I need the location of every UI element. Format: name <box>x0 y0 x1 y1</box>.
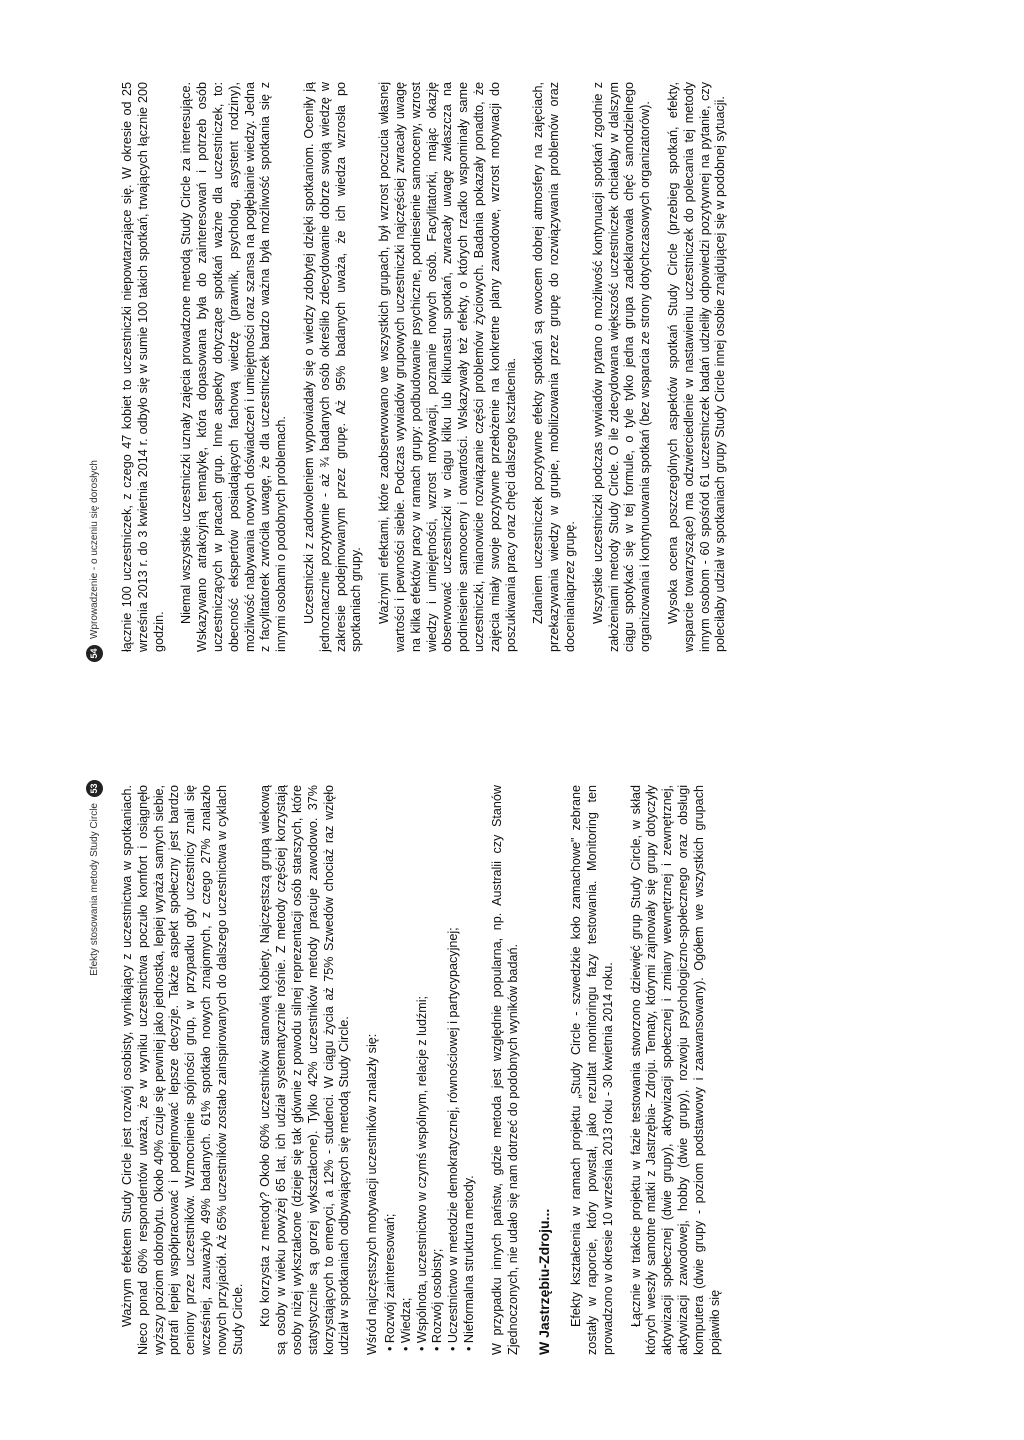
list-item: • Nieformalna struktura metody. <box>462 785 478 1355</box>
left-page <box>0 720 1024 1440</box>
section-heading: W Jastrzębiu-Zdroju... <box>536 1208 553 1355</box>
paragraph: Niemal wszystkie uczestniczki uznały zajęcia prowadzone metodą Study Circle za interesujące. Wskazywano atrakcyjną tematykę, która dopasowana była do zainteresowań i potrzeb osób uczestniczących w pracach grup. Inne aspekty dotyczące spotkań ważne dla uczestniczek, to: obecność ekspertów posiadających fachową wiedzę (prawnik, psycholog, asystent rodziny), możliwość nabywania nowych doświadczeń i umiejętności oraz szansa na pogłębianie wiedzy. Jedna z facylitatorek zwróciła uwagę, że dla uczestniczek bardzo ważna była możliwość spotkania się z innymi osobami o podobnych problemach. <box>179 82 289 652</box>
paragraph: Ważnym efektem Study Circle jest rozwój osobisty, wynikający z uczestnictwa w spotkaniach. Nieco ponad 60% respondentów uważa, że w wyniku uczestnictwa poczuło komfort i osiągnęło wyższy poziom dobrobytu. Około 40% czuje się pewniej jako jednostka, lepiej wyraża samych siebie, potrafi lepiej współpracować i podejmować lepsze decyzje. Także aspekt społeczny jest bardzo ceniony przez uczestników. Wzmocnienie spójności grup, w przypadku gdy uczestnicy znali się wcześniej, zauważyło 49% badanych. 61% spotkało nowych znajomych, z czego 27% znalazło nowych przyjaciół. Aż 65% uczestników zostało zainspirowanych do dalszego uczestnictwa w cyklach Study Circle. <box>120 785 245 1355</box>
paragraph: Ważnymi efektami, które zaobserwowano we wszystkich grupach, był wzrost poczucia własnej wartości i pewności siebie. Podczas wywiadów grupowych uczestniczki najczęściej zwracały uwagę na kilka efektów pracy w ramach grupy: podbudowanie psychiczne, podniesienie samooceny, wzrost wiedzy i umiejętności, wzrost motywacji, poznanie nowych osób. Facylitatorki, mając okazję obserwować uczestniczki w ciągu kilku lub kilkunastu spotkań, zwracały uwagę zwłaszcza na podniesienie samooceny i otwartości. Wskazywały też efekty, o których rzadko wspominały same uczestniczki, mianowicie rozwiązanie części problemów życiowych. Badania pokazały ponadto, że zajęcia miały swoje pozytywne przełożenie na konkretne plany zawodowe, wzrost motywacji do poszukiwania pracy oraz chęci dalszego kształcenia. <box>377 82 518 652</box>
list-item: • Rozwój osobisty; <box>430 785 446 1355</box>
paragraph: łącznie 100 uczestniczek, z czego 47 kobiet to uczestniczki niepowtarzające się. W okresie od 25 września 2013 r. do 3 kwietnia 2014 r. odbyło się w sumie 100 takich spotkań, trwających łącznie 200 godzin. <box>120 82 166 652</box>
list-item: • Uczestnictwo w metodzie demokratycznej, równościowej i partycypacyjnej; <box>446 785 462 1355</box>
paragraph: Zdaniem uczestniczek pozytywne efekty spotkań są owocem dobrej atmosfery na zajęciach, przekazywania wiedzy w grupie, mobilizowania przez grupę do rozwiązywania problemów oraz docenianiaprzez grupę. <box>531 82 577 652</box>
running-head <box>86 460 103 662</box>
text-column <box>120 785 735 1355</box>
paragraph: W przypadku innych państw, gdzie metoda jest względnie popularna, np. Australii czy Stanów Zjednoczonych, nie udało się nam dotrzeć do podobnych wyników badań. <box>489 785 520 1355</box>
paragraph: Uczestniczki z zadowoleniem wypowiadały się o wiedzy zdobytej dzięki spotkaniom. Oceniły ją jednoznacznie pozytywnie - aż ¾ badanych osób określiło zdecydowanie dobrze swoją wiedzę w zakresie podejmowanym przez grupę. Aż 95% badanych uważa, że ich wiedza wzrosła po spotkaniach grupy. <box>301 82 364 652</box>
list-item: • Rozwój zainteresowań; <box>383 785 399 1355</box>
list-item: • Wiedza; <box>399 785 415 1355</box>
page-number: 53 <box>86 780 103 797</box>
paragraph: Wszystkie uczestniczki podczas wywiadów pytano o możliwość kontynuacji spotkań zgodnie z założeniami metody Study Circle. O ile zdecydowana większość uczestniczek chciałaby w dalszym ciągu spotykać się w tej formule, o tyle tylko jedna grupa zadeklarowała chęć samodzielnego organizowania i kontynuowania spotkań (bez wsparcia ze strony dotychczasowych organizatorów). <box>590 82 653 652</box>
running-head-text: Efekty stosowania metody Study Circle <box>89 803 100 976</box>
paragraph: Kto korzysta z metody? Około 60% uczestników stanowią kobiety. Najczęstszą grupą wiekową są osoby w wieku powyżej 65 lat, ich udział systematycznie rośnie. Z metody częściej korzystają osoby niżej wykształcone (dzieje się tak głównie z powodu silnej reprezentacji osób starszych, które statystycznie są gorzej wykształcone). Tylko 42% uczestników metody pracuje zawodowo. 37% korzystających to emeryci, a 12% - studenci. W ciągu życia aż 75% Szwedów chociaż raz wzięło udział w spotkaniach odbywających się metodą Study Circle. <box>258 785 352 1355</box>
page-number: 54 <box>86 645 103 662</box>
running-head-text: Wprowadzenie - o uczeniu się dorosłych <box>89 460 100 639</box>
paragraph: Efekty kształcenia w ramach projektu „Study Circle - szwedzkie koło zamachowe" zebrane zostały w raporcie, który powstał, jako rezultat monitoringu fazy testowania. Monitoring ten prowadzono w okresie 10 września 2013 roku - 30 kwietnia 2014 roku. <box>569 785 615 1355</box>
paragraph: Łącznie w trakcie projektu w fazie testowania stworzono dziewięć grup Study Circle, w skład których weszły samotne matki z Jastrzębia- Zdroju. Tematy, którymi zajmowały się grupy dotyczyły aktywizacji społecznej (dwie grupy), aktywizacji społecznej i zmiany wewnętrznej i zewnętrznej, aktywizacji zawodowej, hobby (dwie grupy), rozwoju psychologiczno-społecznego oraz obsługi komputera (dwie grupy - poziom podstawowy i zaawansowany). Ogółem we wszystkich grupach pojawiło się <box>628 785 722 1355</box>
list-intro: Wśród najczęstszych motywacji uczestników znalazły się: <box>365 1033 380 1355</box>
paragraph: Wysoka ocena poszczególnych aspektów spotkań Study Circle (przebieg spotkań, efekty, wsparcie towarzyszące) ma odzwierciedlenie w nastawieniu uczestniczek do polecania tej metody innym osobom - 60 spośród 61 uczestniczek badań udzieliły odpowiedzi pozytywnej na pytanie, czy poleciłaby udział w spotkaniach grupy Study Circle innej osobie znajdującej się w podobnej sytuacji. <box>665 82 728 652</box>
running-head <box>86 780 103 976</box>
text-column <box>120 82 741 652</box>
motivation-list <box>383 785 478 1355</box>
list-item: • Wspólnota, uczestnictwo w czymś wspólnym, relacje z ludźmi; <box>415 785 431 1355</box>
